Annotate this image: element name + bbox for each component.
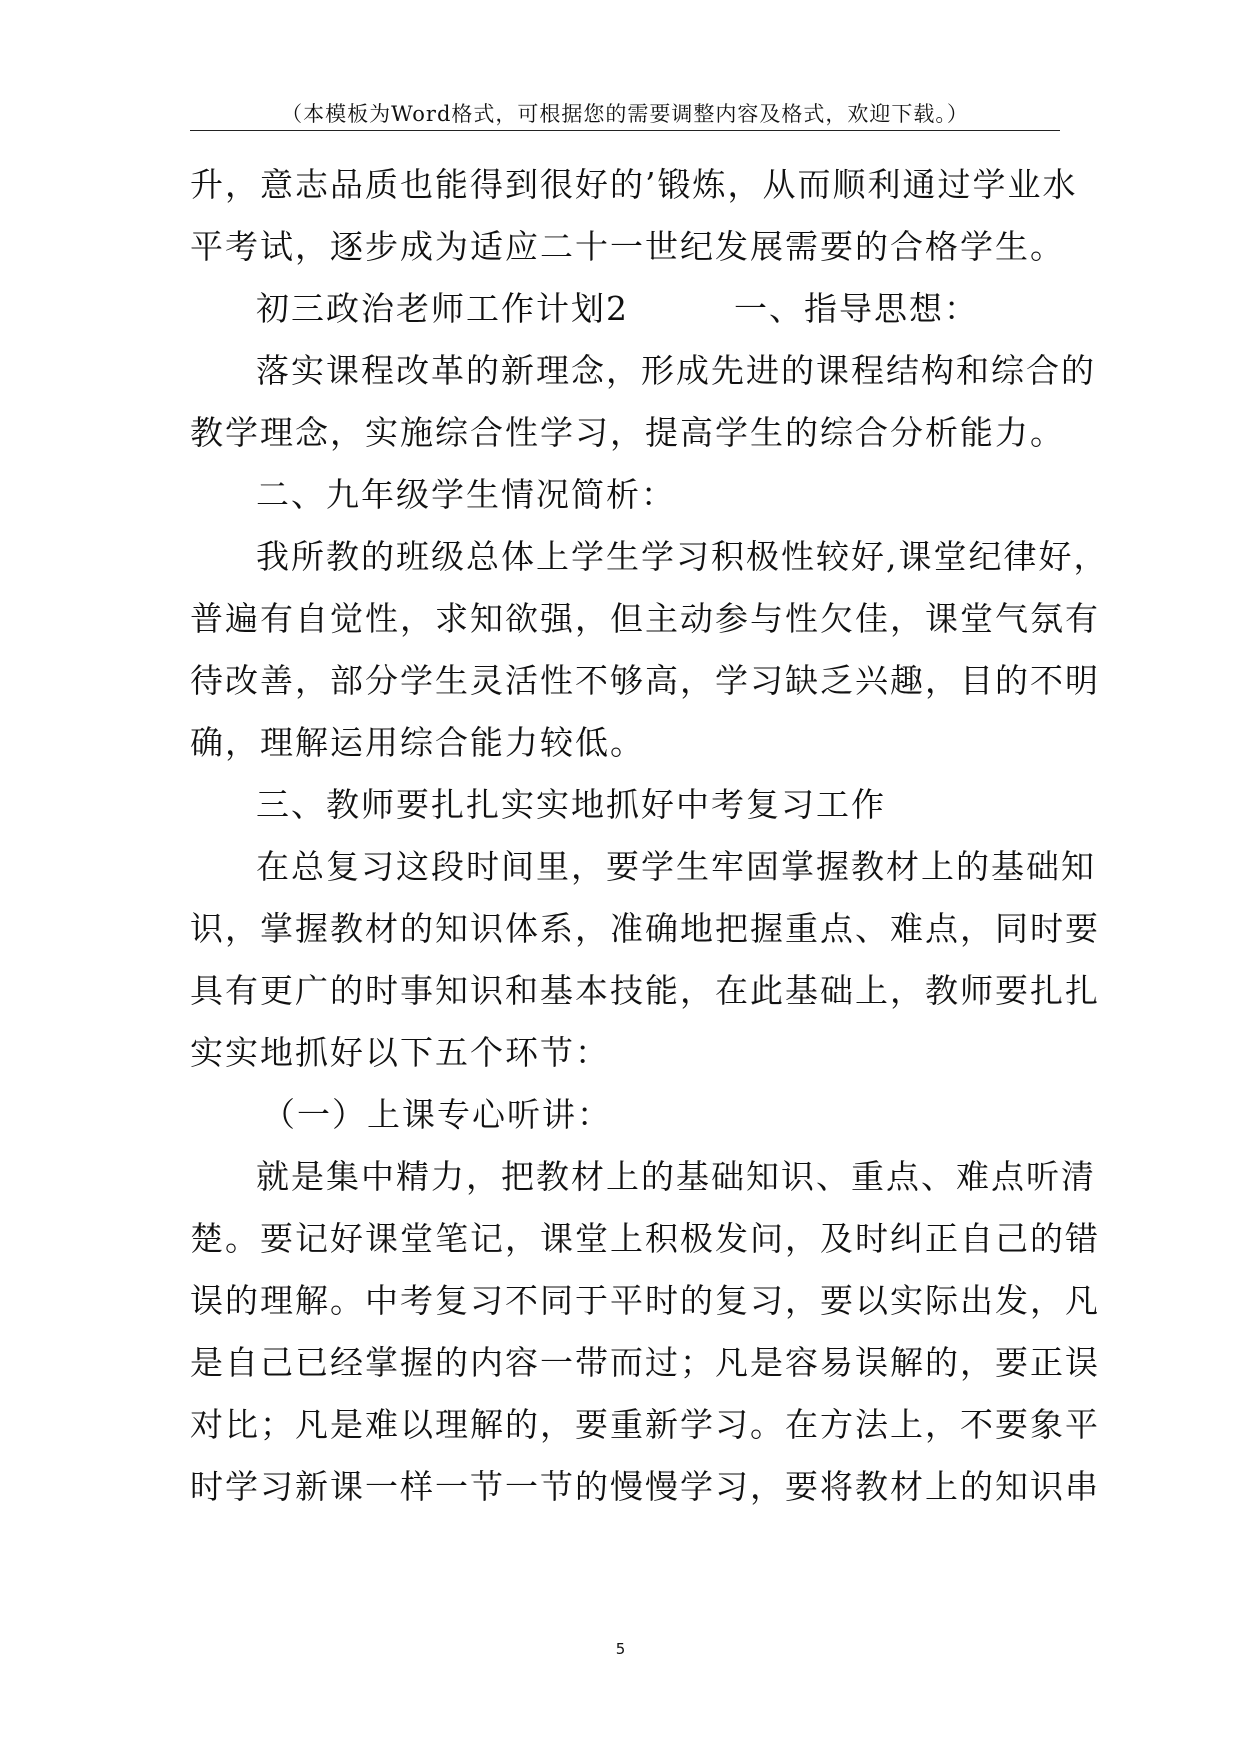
section-title-line: 初三政治老师工作计划2 一、指导思想： [256,289,979,328]
paragraph-line: 实实地抓好以下五个环节： [190,1033,610,1072]
paragraph-line: 教学理念，实施综合性学习，提高学生的综合分析能力。 [190,413,1065,452]
header-divider [190,130,1060,131]
paragraph-line: 普遍有自觉性，求知欲强，但主动参与性欠佳，课堂气氛有 [190,599,1100,638]
template-notice: （本模板为Word格式，可根据您的需要调整内容及格式，欢迎下载。） [281,102,969,126]
paragraph-line: 时学习新课一样一节一节的慢慢学习，要将教材上的知识串 [190,1467,1100,1506]
paragraph-line: 升，意志品质也能得到很好的’锻炼，从而顺利通过学业水 [190,165,1078,204]
paragraph-line: 在总复习这段时间里，要学生牢固掌握教材上的基础知 [256,847,1096,886]
paragraph-line: 确，理解运用综合能力较低。 [190,723,645,762]
paragraph-line: 对比；凡是难以理解的，要重新学习。在方法上，不要象平 [190,1405,1100,1444]
paragraph-line: 具有更广的时事知识和基本技能，在此基础上，教师要扎扎 [190,971,1100,1010]
section-heading: 三、教师要扎扎实实地抓好中考复习工作 [256,785,886,824]
paragraph-line: 是自己已经掌握的内容一带而过；凡是容易误解的，要正误 [190,1343,1100,1382]
paragraph-line: 落实课程改革的新理念，形成先进的课程结构和综合的 [256,351,1096,390]
paragraph-line: 就是集中精力，把教材上的基础知识、重点、难点听清 [256,1157,1096,1196]
document-body [190,154,1109,1518]
paragraph-line: 我所教的班级总体上学生学习积极性较好,课堂纪律好， [256,537,1109,576]
section-heading: 二、九年级学生情况简析： [256,475,676,514]
subsection-heading: （一）上课专心听讲： [262,1095,612,1134]
paragraph-line: 识，掌握教材的知识体系，准确地把握重点、难点，同时要 [190,909,1100,948]
paragraph-line: 平考试，逐步成为适应二十一世纪发展需要的合格学生。 [190,227,1065,266]
paragraph-line: 待改善，部分学生灵活性不够高，学习缺乏兴趣，目的不明 [190,661,1100,700]
page-number: 5 [615,1640,626,1658]
paragraph-line: 误的理解。中考复习不同于平时的复习，要以实际出发，凡 [190,1281,1100,1320]
paragraph-line: 楚。要记好课堂笔记，课堂上积极发问，及时纠正自己的错 [190,1219,1100,1258]
